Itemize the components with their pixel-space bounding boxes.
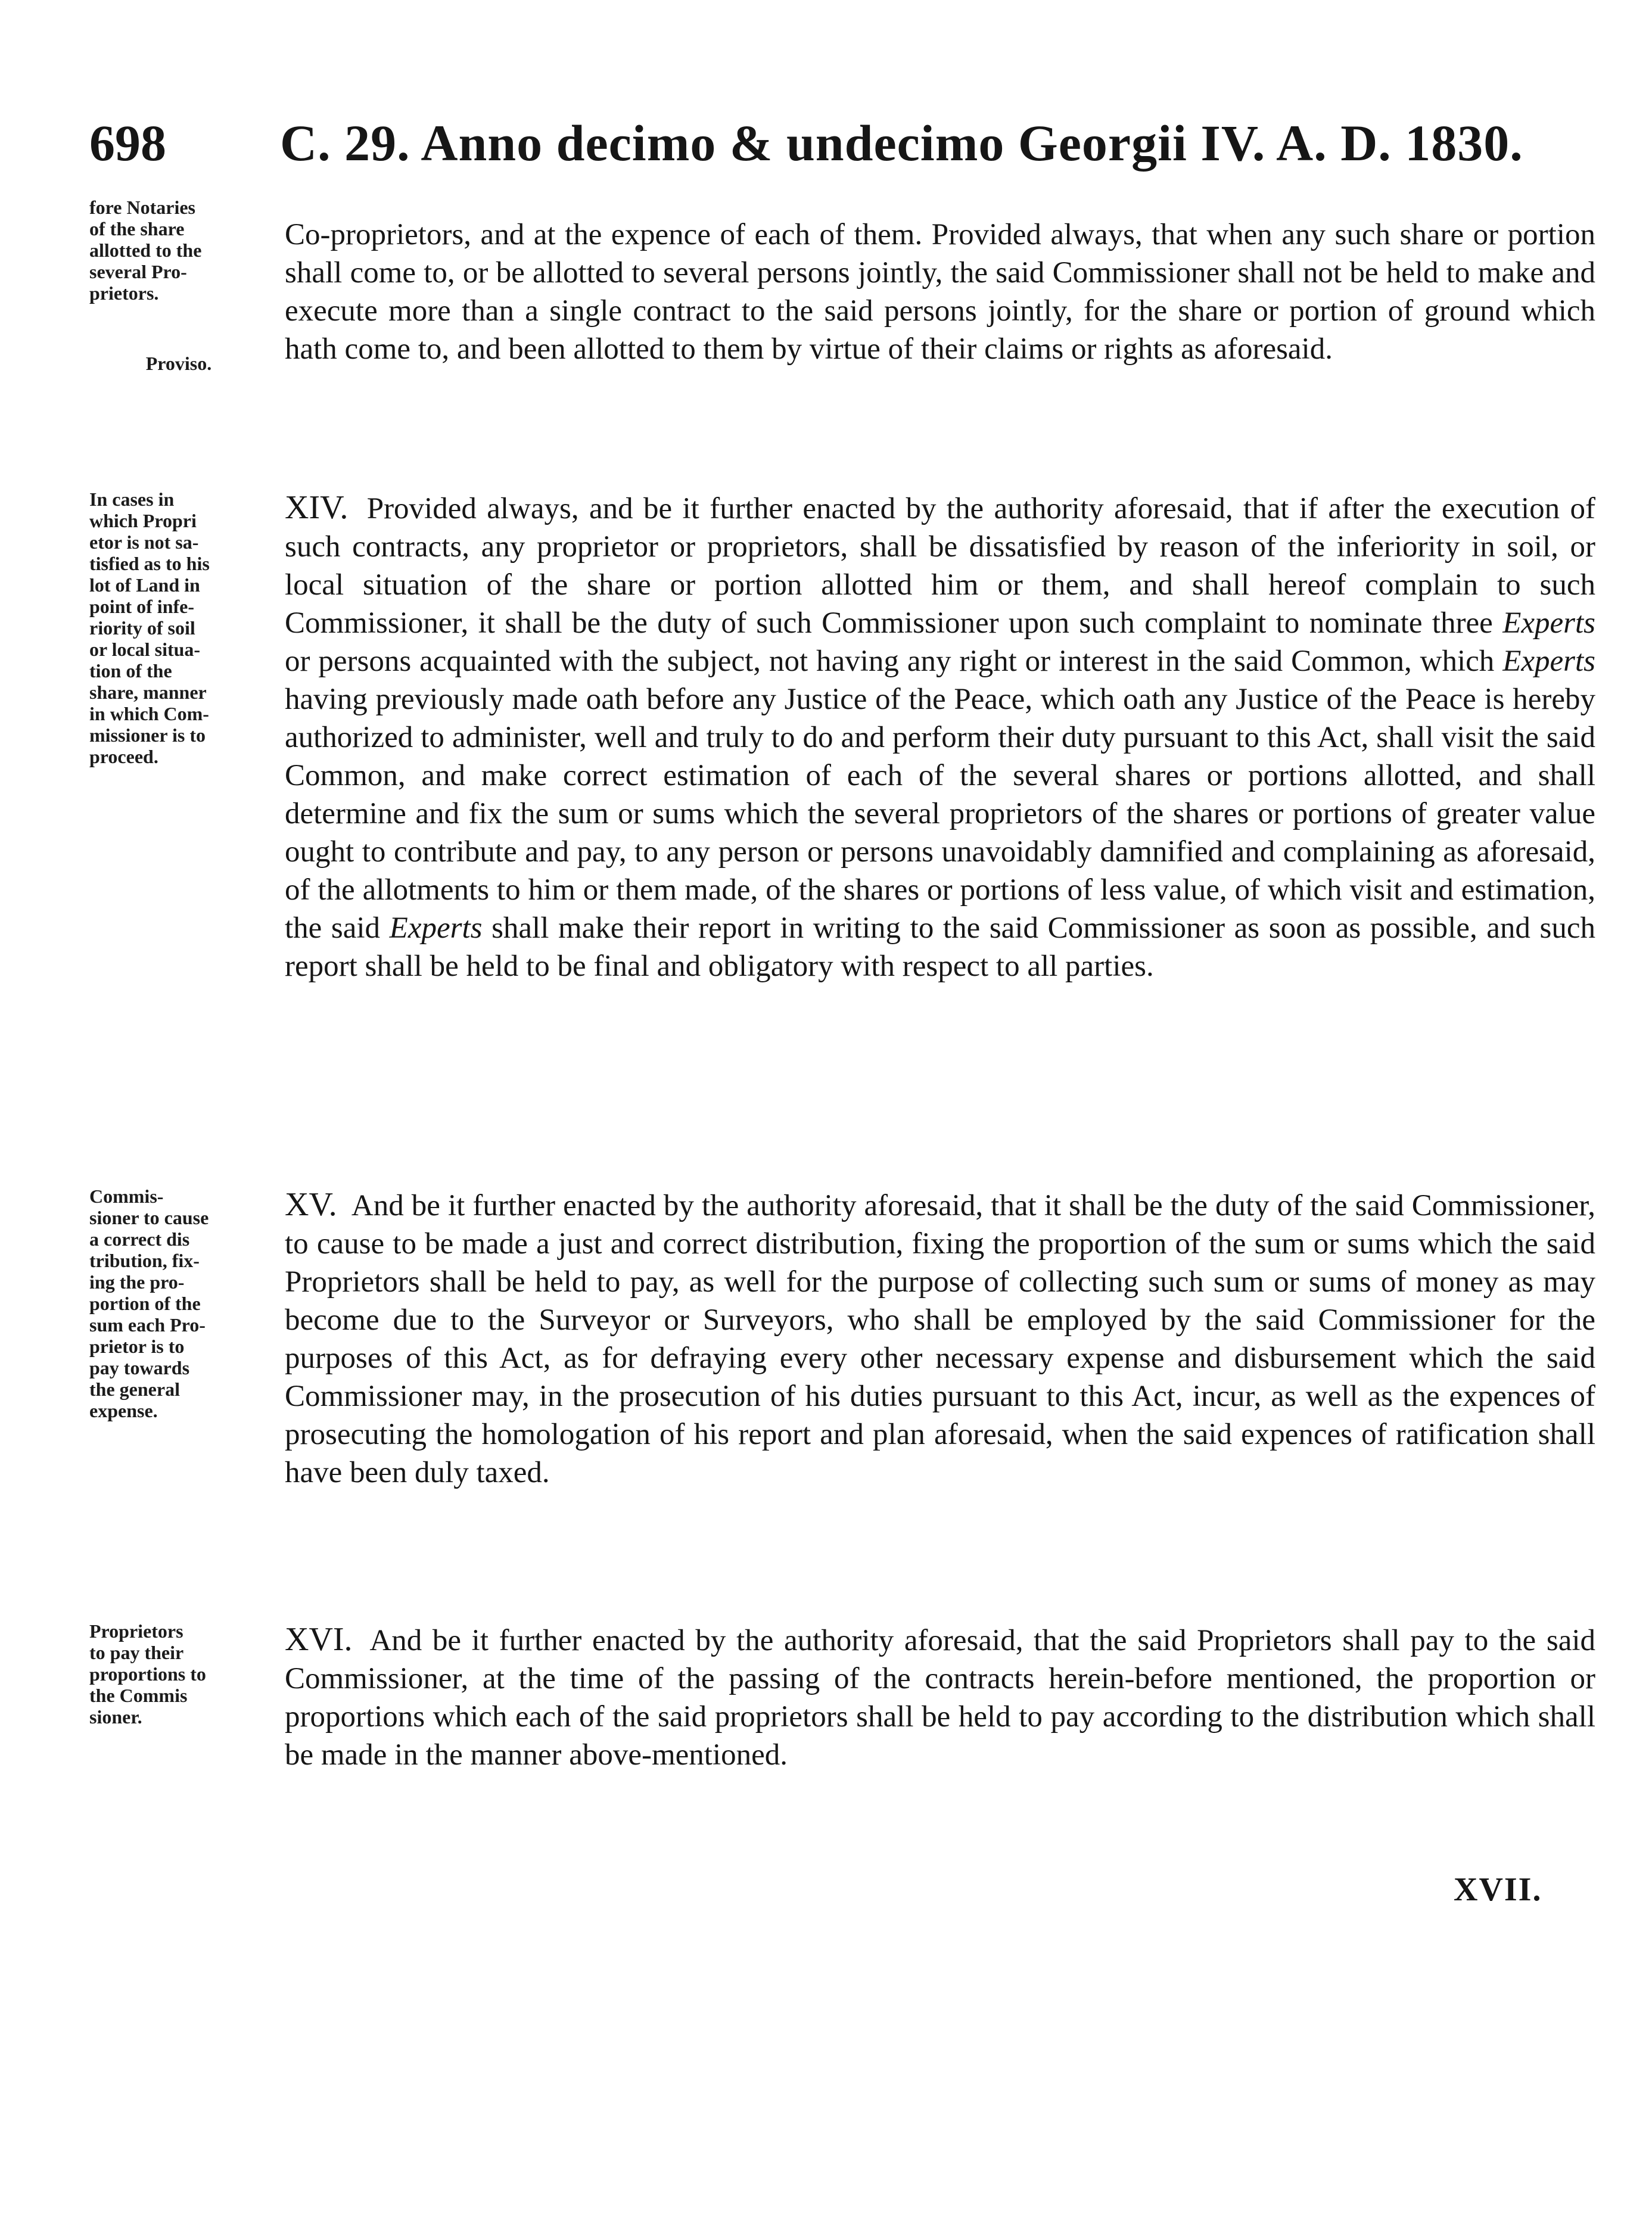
running-title: C. 29. Anno decimo & undecimo Georgii IV. A. D. 1830.: [280, 114, 1523, 172]
margin-note-proviso: Proviso.: [145, 353, 212, 374]
section-xiv-experts-2: Experts: [1502, 645, 1595, 678]
section-xvi: [285, 1620, 1595, 1774]
section-xiv-text-part-2: or persons acquainted with the subject, not having any right or interest in the said Common, which: [285, 645, 1495, 678]
section-number-xvi: XVI.: [285, 1621, 353, 1658]
section-xvi-text: And be it further enacted by the authority aforesaid, that the said Proprietors shall pay to the said Commissioner, at the time of the passing of the contracts herein-before mentioned, the proportion or proportions which each of the said proprietors shall be held to pay according to the distribution which shall be made in the manner above-mentioned.: [285, 1624, 1595, 1772]
section-xiv-experts-3: Experts: [389, 911, 483, 945]
margin-note-notaries: fore Notaries of the share allotted to the several Pro- prietors.: [89, 197, 202, 304]
section-xiv-text-part-1: Provided always, and be it further enacted by the authority aforesaid, that if after the execution of such contracts, any proprietor or proprietors, shall be dissatisfied by reason of the inferiority in soil, or local situation of the share or portion allotted him or them, and shall hereof complain to such Commissioner, it shall be the duty of such Commissioner upon such complaint to nominate three: [285, 492, 1596, 640]
section-xv: [285, 1185, 1595, 1492]
margin-note-section-xiv: In cases in which Propri etor is not sa- tisfied as to his lot of Land in point of infe- riority of soil or local situa- tion of the share, manner in which Com- missioner is to proceed.: [89, 488, 210, 767]
opening-paragraph: Co-proprietors, and at the expence of each of them. Provided always, that when any such share or portion shall come to, or be allotted to several persons jointly, the said Commissioner shall not be held to make and execute more than a single contract to the said persons jointly, for the share or portion of ground which hath come to, and been allotted to them by virtue of their claims or rights as aforesaid.: [285, 218, 1595, 366]
margin-note-section-xv: Commis- sioner to cause a correct dis tribution, fix- ing the pro- portion of the sum each Pro- prietor is to pay towards the general expense.: [89, 1185, 209, 1421]
catchword: XVII.: [1454, 1871, 1542, 1908]
section-xiv-text-part-3: having previously made oath before any Justice of the Peace, which oath any Justice of the Peace is hereby authorized to administer, well and truly to do and perform their duty pursuant to this Act, shall visit the said Common, and make correct estimation of each of the several shares or portions allotted, and shall determine and fix the sum or sums which the several proprietors of the shares or portions of greater value ought to contribute and pay, to any person or persons unavoidably damnified and complaining as aforesaid, of the allotments to him or them made, of the shares or portions of less value, of which visit and estimation, the said: [285, 683, 1595, 945]
section-xiv-text-part-4: shall make their report in writing to the said Commissioner as soon as possible, and such report shall be held to be final and obligatory with respect to all parties.: [285, 911, 1596, 983]
section-xiv: [285, 488, 1595, 985]
page-header: [89, 107, 1591, 179]
section-number-xv: XV.: [285, 1186, 337, 1223]
section-number-xiv: XIV.: [285, 489, 349, 526]
section-xiv-experts-1: Experts: [1502, 606, 1596, 640]
section-xv-text: And be it further enacted by the authority aforesaid, that it shall be the duty of the said Commissioner, to cause to be made a just and correct distribution, fixing the proportion of the sum or sums which the said Proprietors shall be held to pay, as well for the purpose of collecting such sum or sums of money as may become due to the Surveyor or Surveyors, who shall be employed by the said Commissioner for the purposes of this Act, as for defraying every other necessary expense and disbursement which the said Commissioner may, in the prosecution of his duties pursuant to this Act, incur, as well as the expences of prosecuting the homologation of his report and plan aforesaid, when the said expences of ratification shall have been duly taxed.: [285, 1189, 1595, 1489]
page-number: 698: [89, 114, 166, 172]
margin-note-section-xvi: Proprietors to pay their proportions to the Commis sioner.: [89, 1620, 206, 1728]
